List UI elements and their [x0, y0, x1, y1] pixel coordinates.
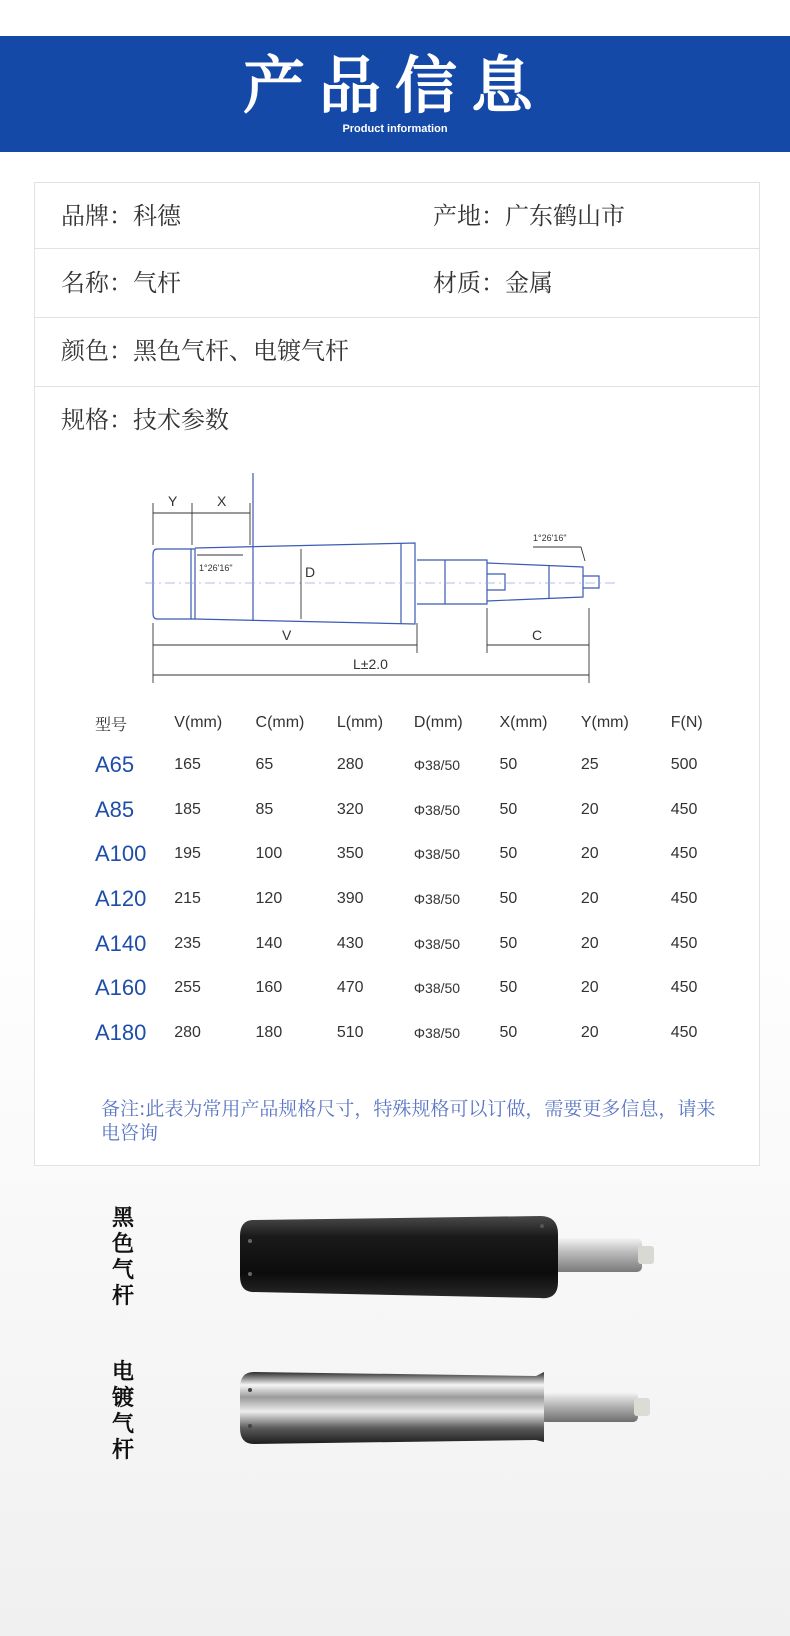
spec-value-cell: 450: [670, 890, 698, 908]
chrome-label: 电 镀 气 杆: [111, 1360, 134, 1463]
brand-value: 科德: [133, 202, 181, 230]
spec-value-cell: 165: [174, 756, 201, 774]
black-gas-spring-image: [240, 1206, 680, 1316]
spec-value-cell: 450: [670, 979, 698, 997]
spec-header-cell: L(mm): [336, 714, 384, 731]
spec-value-cell: 180: [255, 1023, 283, 1041]
spec-value-cell: 450: [670, 934, 698, 952]
spec-value-cell: Φ38/50: [413, 1024, 461, 1041]
spec-value-cell: 25: [580, 756, 599, 774]
spec-table-row: [95, 877, 735, 922]
dim-label-y: Y: [168, 493, 178, 509]
info-row-color: [35, 318, 759, 387]
spec-value-cell: 50: [499, 934, 518, 952]
spec-value-cell: 185: [174, 800, 201, 818]
material-label: 材质：: [433, 269, 505, 297]
spec-table-row: [95, 788, 735, 833]
header-banner: [0, 36, 790, 152]
spec-table-row: [95, 921, 735, 966]
material-field: [433, 268, 553, 298]
name-label: 名称：: [61, 269, 133, 297]
origin-field: [433, 201, 625, 231]
spec-header-cell: Y(mm): [580, 714, 629, 731]
spec-value-cell: 320: [336, 800, 364, 818]
page-subtitle: Product information: [342, 123, 448, 135]
spec-value: 技术参数: [133, 406, 229, 434]
origin-value: 广东鹤山市: [505, 202, 625, 230]
spec-value-cell: 50: [499, 1023, 518, 1041]
spec-model-cell: A160: [95, 975, 147, 1001]
spec-value-cell: Φ38/50: [413, 980, 461, 997]
dim-label-l: L±2.0: [353, 656, 388, 672]
spec-value-cell: 50: [499, 800, 518, 818]
gas-spring-technical-drawing: [135, 473, 695, 697]
spec-value-cell: 450: [670, 800, 698, 818]
spec-value-cell: 85: [255, 800, 274, 818]
spec-value-cell: 280: [174, 1023, 201, 1041]
spec-value-cell: 500: [670, 756, 698, 774]
spec-model-cell: A140: [95, 930, 147, 956]
product-info-card: [34, 182, 760, 1166]
spec-value-cell: 140: [255, 934, 283, 952]
info-row-brand: [35, 183, 759, 249]
spec-table-row: [95, 743, 735, 788]
spec-value-cell: 160: [255, 979, 283, 997]
spec-value-cell: 350: [336, 845, 364, 863]
spec-table: [95, 703, 735, 1055]
spec-value-cell: 235: [174, 934, 201, 952]
spec-value-cell: 215: [174, 890, 201, 908]
spec-header-cell: V(mm): [174, 714, 223, 731]
spec-value-cell: 20: [580, 934, 599, 952]
spec-value-cell: 255: [174, 979, 201, 997]
spec-table-header: [95, 703, 735, 743]
spec-value-cell: 50: [499, 756, 518, 774]
spec-value-cell: Φ38/50: [413, 801, 461, 818]
info-row-name: [35, 249, 759, 318]
spec-value-cell: 50: [499, 845, 518, 863]
spec-model-cell: A85: [95, 796, 135, 822]
spec-table-row: [95, 966, 735, 1011]
spec-value-cell: 100: [255, 845, 283, 863]
remark-note: 备注:此表为常用产品规格尺寸，特殊规格可以订做，需要更多信息，请来电咨询: [101, 1098, 716, 1144]
spec-value-cell: Φ38/50: [413, 935, 461, 952]
spec-value-cell: 50: [499, 979, 518, 997]
spec-header-cell: 型号: [95, 716, 128, 734]
chrome-gas-spring-image: [240, 1360, 680, 1470]
spec-value-cell: 195: [174, 845, 201, 863]
spec-value-cell: 470: [336, 979, 364, 997]
dim-label-c: C: [532, 627, 543, 643]
spec-header-cell: C(mm): [255, 714, 305, 731]
spec-value-cell: 280: [336, 756, 364, 774]
spec-value-cell: 20: [580, 845, 599, 863]
dim-label-v: V: [282, 627, 292, 643]
name-value: 气杆: [133, 269, 181, 297]
spec-model-cell: A65: [95, 752, 135, 778]
spec-field: [61, 405, 229, 435]
spec-value-cell: 50: [499, 890, 518, 908]
product-chrome-gas-spring: [0, 1360, 790, 1500]
spec-value-cell: 20: [580, 979, 599, 997]
spec-header-cell: X(mm): [499, 714, 548, 731]
dim-label-d: D: [305, 564, 316, 580]
brand-label: 品牌：: [61, 202, 133, 230]
spec-value-cell: 20: [580, 800, 599, 818]
spec-value-cell: 510: [336, 1023, 364, 1041]
page-title: 产品信息: [242, 49, 547, 122]
spec-value-cell: 450: [670, 1023, 698, 1041]
spec-value-cell: 120: [255, 890, 283, 908]
spec-label: 规格：: [61, 406, 133, 434]
dim-label-x: X: [217, 493, 227, 509]
color-label: 颜色：: [61, 337, 133, 365]
origin-label: 产地：: [433, 202, 505, 230]
spec-model-cell: A100: [95, 841, 147, 867]
spec-value-cell: 450: [670, 845, 698, 863]
spec-value-cell: 20: [580, 890, 599, 908]
name-field: [61, 268, 181, 298]
spec-value-cell: 390: [336, 890, 364, 908]
brand-field: [61, 201, 181, 231]
color-value: 黑色气杆、电镀气杆: [133, 337, 349, 365]
black-label: 黑 色 气 杆: [111, 1206, 134, 1309]
spec-table-row: [95, 1011, 735, 1056]
spec-value-cell: 430: [336, 934, 364, 952]
spec-value-cell: Φ38/50: [413, 891, 461, 908]
angle-label-left: 1°26'16": [199, 563, 233, 573]
spec-model-cell: A120: [95, 886, 147, 912]
material-value: 金属: [505, 269, 553, 297]
spec-value-cell: 20: [580, 1023, 599, 1041]
color-field: [61, 336, 349, 366]
spec-value-cell: 65: [255, 756, 274, 774]
spec-header-cell: D(mm): [413, 714, 463, 731]
spec-model-cell: A180: [95, 1019, 147, 1045]
spec-table-row: [95, 832, 735, 877]
spec-value-cell: Φ38/50: [413, 846, 461, 863]
product-black-gas-spring: [0, 1206, 790, 1346]
angle-label-right: 1°26'16": [533, 533, 567, 543]
spec-value-cell: Φ38/50: [413, 757, 461, 774]
spec-header-cell: F(N): [670, 714, 703, 731]
